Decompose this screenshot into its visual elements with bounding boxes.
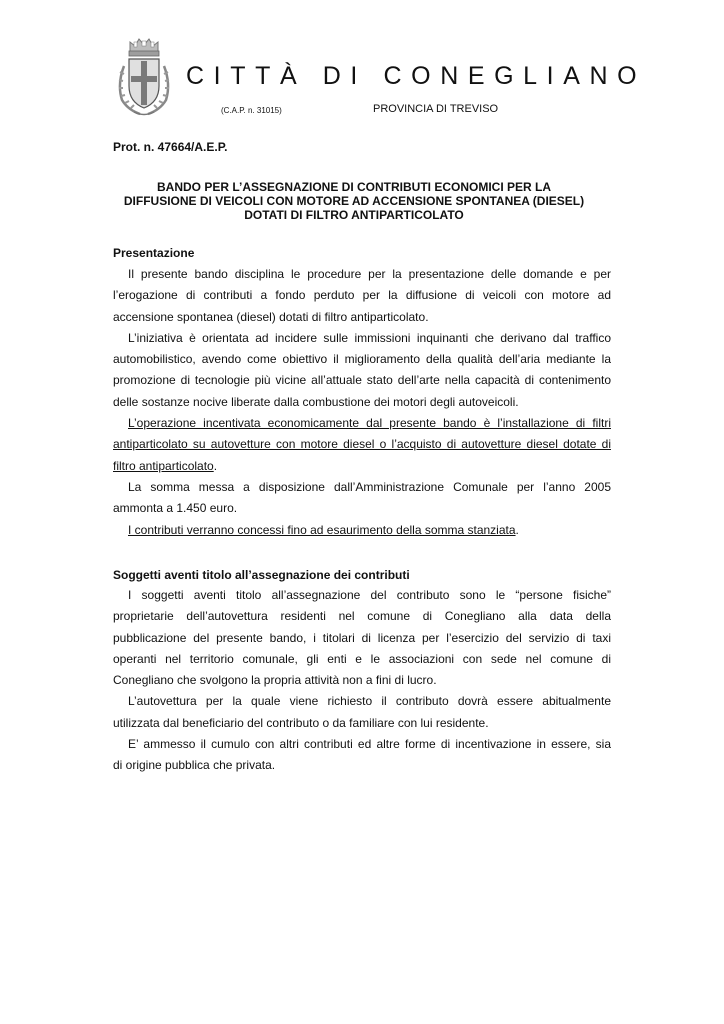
paragraph-line: delle sostanze nocive liberate dalla combustione dei motori degli autoveicoli. xyxy=(113,394,519,409)
paragraph-line: L’iniziativa è orientata ad incidere sulle immissioni inquinanti che derivano dal traffico xyxy=(128,330,611,345)
document-title-line: DIFFUSIONE DI VEICOLI CON MOTORE AD ACCENSIONE SPONTANEA (DIESEL) xyxy=(123,194,585,208)
paragraph-line: operanti nel territorio comunale, gli enti e le associazioni con sede nel comune di xyxy=(113,651,611,666)
city-title: CITTÀ DI CONEGLIANO xyxy=(186,62,647,90)
underlined-line: antiparticolato su autovetture con motore diesel o l’acquisto di autovetture diesel dotate di xyxy=(113,437,611,452)
paragraph-line xyxy=(113,520,611,541)
paragraph-line xyxy=(113,456,611,477)
paragraph-line: automobilistico, avendo come obiettivo il miglioramento della qualità dell’aria mediante la xyxy=(113,352,611,367)
section-heading-presentazione: Presentazione xyxy=(113,246,195,260)
paragraph-line: pubblicazione del presente bando, i titolari di licenza per l’esercizio del servizio di taxi xyxy=(113,630,611,645)
paragraph-line: L’autovettura per la quale viene richiesto il contributo dovrà essere abitualmente xyxy=(128,694,611,709)
underlined-line: L’operazione incentivata economicamente dal presente bando è l’installazione di filtri xyxy=(128,416,611,431)
municipal-crest-icon xyxy=(114,36,174,118)
paragraph-line: Conegliano che svolgono la propria attività non a fini di lucro. xyxy=(113,673,437,688)
paragraph-line: l’erogazione di contributi a fondo perduto per la diffusione di veicoli con motore ad xyxy=(113,288,611,303)
underlined-text: I contributi verranno concessi fino ad esaurimento della somma stanziata xyxy=(128,522,516,537)
protocol-number: Prot. n. 47664/A.E.P. xyxy=(113,140,228,154)
paragraph-line: di origine pubblica che privata. xyxy=(113,758,276,773)
period-text: . xyxy=(213,458,218,473)
underlined-text: filtro antiparticolato xyxy=(113,458,214,473)
section-body-presentazione xyxy=(113,264,611,541)
document-title-line: DOTATI DI FILTRO ANTIPARTICOLATO xyxy=(244,208,464,222)
period-text: . xyxy=(515,522,519,537)
paragraph-line: I soggetti aventi titolo all’assegnazione del contributo sono le “persone fisiche” xyxy=(128,588,611,602)
province-label: PROVINCIA DI TREVISO xyxy=(373,103,499,115)
paragraph-line: Il presente bando disciplina le procedure per la presentazione delle domande e per xyxy=(128,267,611,281)
postal-code: (C.A.P. n. 31015) xyxy=(221,106,282,115)
section-heading-soggetti: Soggetti aventi titolo all’assegnazione dei contributi xyxy=(113,568,410,582)
document-title-line: BANDO PER L’ASSEGNAZIONE DI CONTRIBUTI ECONOMICI PER LA xyxy=(156,180,552,194)
paragraph-line: ammonta a 1.450 euro. xyxy=(113,501,238,516)
paragraph-line: E’ ammesso il cumulo con altri contributi ed altre forme di incentivazione in essere, sia xyxy=(128,737,611,752)
paragraph-line: utilizzata dal beneficiario del contributo o da familiare con lui residente. xyxy=(113,715,489,730)
document-title xyxy=(100,180,608,222)
paragraph-line: accensione spontanea (diesel) dotati di filtro antiparticolato. xyxy=(113,309,429,324)
paragraph-line: promozione di tecnologie più vicine all’attuale stato dell’arte nella capacità di contenimento xyxy=(113,373,611,388)
section-body-soggetti xyxy=(113,585,611,777)
paragraph-line: proprietarie dell’autovettura residenti nel comune di Conegliano alla data della xyxy=(113,609,611,624)
paragraph-line: La somma messa a disposizione dall’Amministrazione Comunale per l’anno 2005 xyxy=(128,479,611,494)
